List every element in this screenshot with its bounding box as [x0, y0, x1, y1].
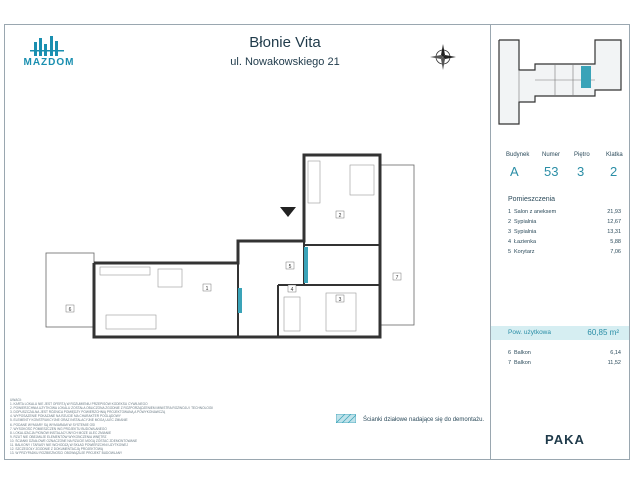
building-key-plan: [495, 30, 625, 130]
value-floor: 3: [577, 164, 585, 179]
developer-logo: PAKA: [545, 432, 585, 447]
entrance-marker-icon: [280, 207, 296, 217]
svg-text:5: 5: [288, 264, 292, 270]
legend-text: Ścianki działowe nadające się do demontażu.: [363, 417, 485, 423]
usable-area-label: Pow. użytkowa: [508, 329, 551, 336]
label-staircase: Klatka: [606, 152, 623, 158]
label-floor: Piętro: [574, 152, 590, 158]
room-label: [203, 284, 211, 292]
room-label: [286, 262, 294, 270]
svg-text:4: 4: [290, 287, 294, 293]
project-title: Błonie Vita: [249, 34, 321, 51]
balcony-left: [46, 253, 94, 327]
highlighted-unit: [581, 66, 591, 88]
brand-name: MAZDOM: [23, 57, 75, 68]
legal-notes: UWAGI: 1. KARTA LOKALU NIE JEST OFERTĄ W ROZUMIENIU PRZEPISÓW KODEKSU CYWILNEGO 2. POWIERZCHNIA UŻYTKOWA LOKALU ZOSTAŁA OBLICZONA ZGODNIE Z ROZPORZĄDZENIEM MINISTRA ROZWOJU I TECHNOLOGII 3. DOPUSZCZALNA JEST RÓŻNICA POMIĘDZY POWIERZCHNIĄ PROJEKTOWANĄ A POWYKONAWCZĄ 4. WYPOSAŻENIE POKAZANE NA RZUCIE MA CHARAKTER POGLĄDOWY 5. ELEMENTY KONSTRUKCYJNE ORAZ INSTALACYJNE MOGĄ ULEC ZMIANIE 6. PODANE WYMIARY SĄ WYMIARAMI W SYSTEMIE OSI 7. WYSOKOŚĆ POMIESZCZEŃ WG PROJEKTU BUDOWLANEGO 8. LOKALIZACJA PIONÓW INSTALACYJNYCH MOŻE ULEC ZMIANIE 9. RZUT NIE OBEJMUJE ELEMENTÓW WYKOŃCZENIA WNĘTRZ 10. ŚCIANKI DZIAŁOWE OZNACZONE NA RZUCIE MOGĄ ZOSTAĆ ZDEMONTOWANE 11. BALKONY I TARASY NIE WCHODZĄ W SKŁAD POWIERZCHNI UŻYTKOWEJ 12. SZCZEGÓŁY ZGODNIE Z DOKUMENTACJĄ PROJEKTOWĄ 13. W PRZYPADKU ROZBIEŻNOŚCI OBOWIĄZUJE PROJEKT BUDOWLANY: [10, 398, 214, 456]
room-label: [393, 273, 401, 281]
svg-text:3: 3: [338, 297, 342, 303]
svg-text:1: 1: [205, 286, 209, 292]
demountable-partition: [304, 247, 308, 283]
svg-text:6: 6: [68, 307, 72, 313]
floor-plan: [40, 145, 440, 355]
label-number: Numer: [542, 152, 561, 158]
svg-text:2: 2: [338, 213, 342, 219]
mazdom-logo: [10, 36, 88, 72]
svg-text:7: 7: [395, 275, 399, 281]
compass-rose-icon: [430, 44, 456, 70]
logo-mark-icon: [30, 36, 64, 56]
rooms-title: Pomieszczenia: [508, 196, 556, 203]
value-staircase: 2: [610, 164, 618, 179]
balcony-right: [380, 165, 414, 325]
demountable-partition: [238, 288, 242, 313]
room-label: [336, 211, 344, 219]
project-address: ul. Nowakowskiego 21: [230, 56, 340, 68]
panel-divider: [490, 24, 491, 460]
value-building: A: [510, 164, 519, 179]
value-number: 53: [544, 164, 559, 179]
room-label: [336, 295, 344, 303]
room-label: [288, 285, 296, 293]
room-label: [66, 305, 74, 313]
usable-area-bar: [491, 326, 629, 340]
demountable-wall-swatch-icon: [336, 414, 356, 423]
label-building: Budynek: [506, 152, 530, 158]
usable-area-value: 60,85 m²: [587, 328, 619, 337]
